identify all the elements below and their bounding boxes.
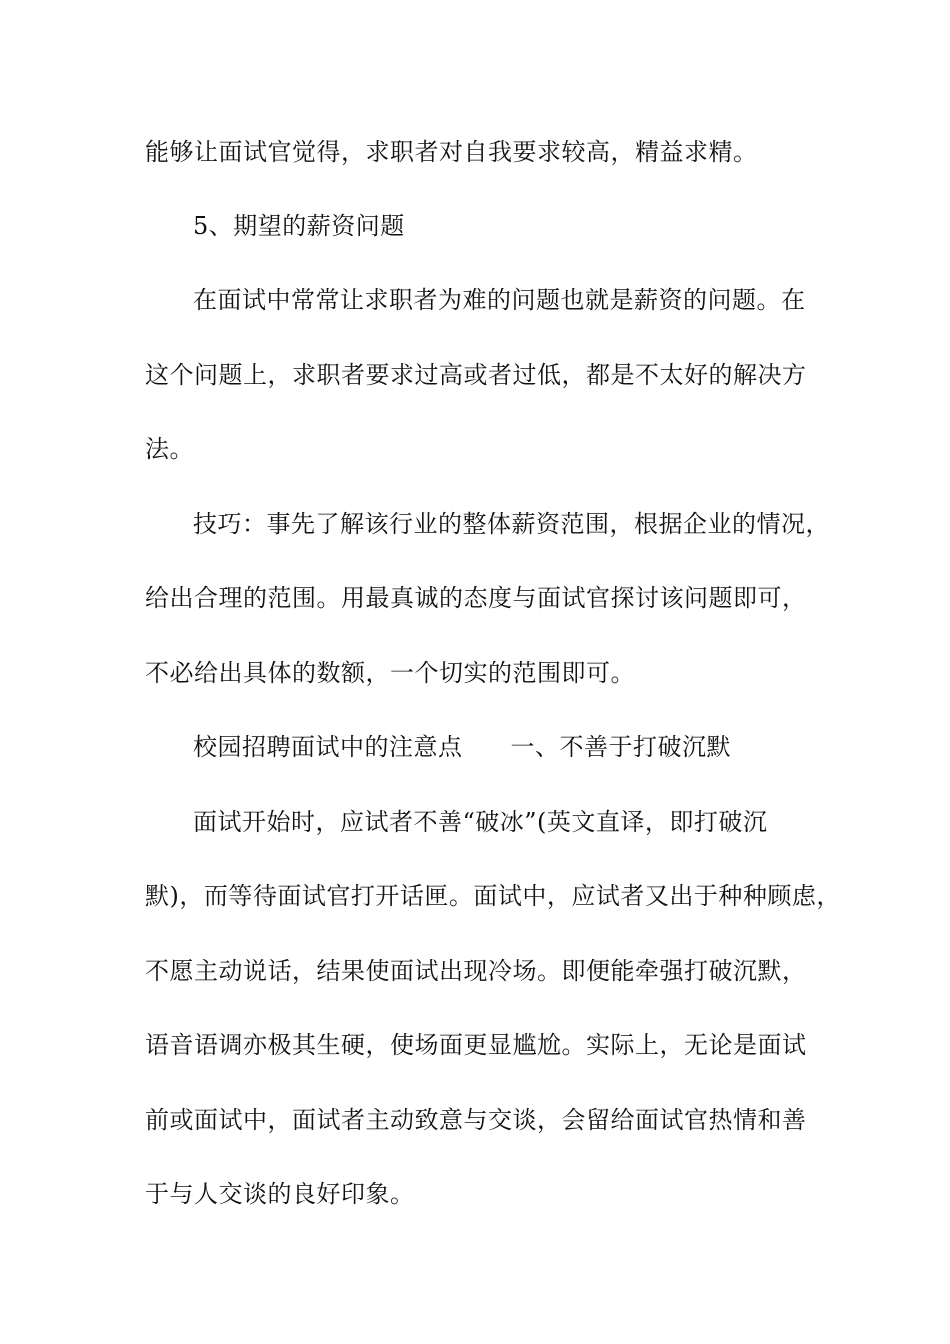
paragraph-line: 能够让面试官觉得，求职者对自我要求较高，精益求精。 — [145, 138, 758, 166]
paragraph-line: 不愿主动说话，结果使面试出现冷场。即便能牵强打破沉默， — [145, 957, 807, 985]
section-heading-row — [193, 732, 731, 762]
paragraph-line: 默)，而等待面试官打开话匣。面试中，应试者又出于种种顾虑， — [145, 882, 841, 910]
paragraph-line: 不必给出具体的数额，一个切实的范围即可。 — [145, 659, 635, 687]
paragraph-line: 于与人交谈的良好印象。 — [145, 1180, 415, 1208]
paragraph-line: 给出合理的范围。用最真诚的态度与面试官探讨该问题即可， — [145, 584, 807, 612]
section-heading: 校园招聘面试中的注意点 — [193, 733, 463, 761]
section-heading: 5、期望的薪资问题 — [193, 212, 405, 240]
paragraph-line: 技巧：事先了解该行业的整体薪资范围，根据企业的情况， — [193, 510, 830, 538]
paragraph-line: 法。 — [145, 435, 194, 463]
paragraph-line: 这个问题上，求职者要求过高或者过低，都是不太好的解决方 — [145, 361, 807, 389]
paragraph-line: 面试开始时，应试者不善“破冰”(英文直译，即打破沉 — [193, 808, 768, 836]
paragraph-line: 前或面试中，面试者主动致意与交谈，会留给面试官热情和善 — [145, 1106, 807, 1134]
subsection-heading: 一、不善于打破沉默 — [510, 733, 731, 761]
paragraph-line: 在面试中常常让求职者为难的问题也就是薪资的问题。在 — [193, 286, 806, 314]
paragraph-line: 语音语调亦极其生硬，使场面更显尴尬。实际上，无论是面试 — [145, 1031, 807, 1059]
